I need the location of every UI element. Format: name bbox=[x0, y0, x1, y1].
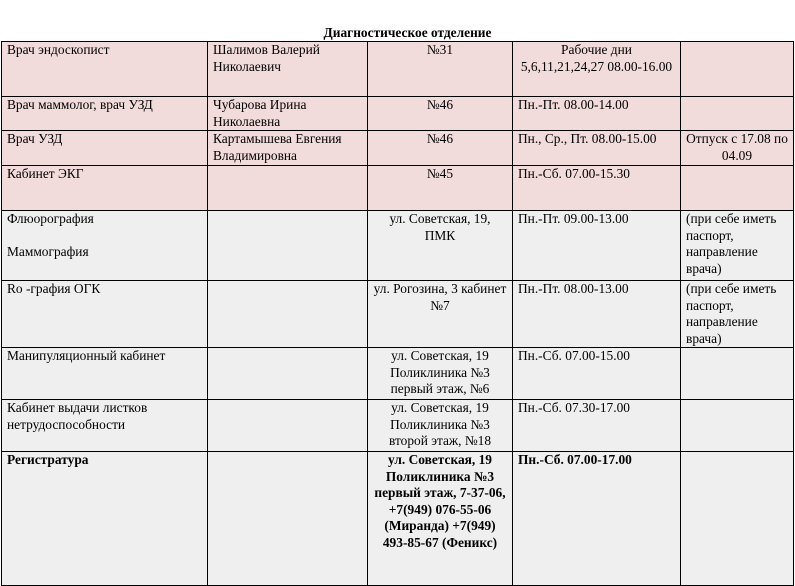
department-cell bbox=[2, 211, 208, 281]
fluorography-label: Флюорография bbox=[7, 211, 94, 226]
note-cell bbox=[681, 348, 794, 400]
department-cell: Врач маммолог, врач УЗД bbox=[2, 97, 208, 131]
room-cell: №31 bbox=[368, 42, 513, 97]
doctor-cell: Шалимов Валерий Николаевич bbox=[208, 42, 368, 97]
doctor-cell bbox=[208, 400, 368, 452]
doctor-cell: Чубарова Ирина Николаевна bbox=[208, 97, 368, 131]
table-row bbox=[2, 97, 794, 131]
hours-cell: Пн.-Пт. 08.00-14.00 bbox=[513, 97, 681, 131]
table-row bbox=[2, 211, 794, 281]
table-row bbox=[2, 452, 794, 586]
doctor-cell bbox=[208, 348, 368, 400]
schedule-table bbox=[1, 41, 794, 586]
hours-cell: Пн.-Сб. 07.30-17.00 bbox=[513, 400, 681, 452]
page-title: Диагностическое отделение bbox=[323, 25, 492, 40]
doctor-cell bbox=[208, 211, 368, 281]
note-cell bbox=[681, 42, 794, 97]
room-cell: ул. Советская, 19 Поликлиника №3 первый этаж, №6 bbox=[368, 348, 513, 400]
table-row bbox=[2, 281, 794, 348]
room-cell: ул. Рогозина, 3 кабинет №7 bbox=[368, 281, 513, 348]
doctor-cell bbox=[208, 452, 368, 586]
department-cell: Кабинет выдачи листков нетрудоспособности bbox=[2, 400, 208, 452]
note-cell: Отпуск с 17.08 по 04.09 bbox=[681, 131, 794, 166]
hours-cell: Пн.-Сб. 07.00-15.30 bbox=[513, 166, 681, 211]
room-cell: ул. Советская, 19 Поликлиника №3 первый этаж, 7-37-06, +7(949) 076-55-06 (Миранда) +7(949) 493-85-67 (Феникс) bbox=[368, 452, 513, 586]
room-cell: ул. Советская, 19, ПМК bbox=[368, 211, 513, 281]
note-cell bbox=[681, 97, 794, 131]
hours-cell: Пн.-Сб. 07.00-15.00 bbox=[513, 348, 681, 400]
department-cell: Врач УЗД bbox=[2, 131, 208, 166]
room-cell: №46 bbox=[368, 97, 513, 131]
note-cell: (при себе иметь паспорт, направление врача) bbox=[681, 281, 794, 348]
hours-cell: Пн., Ср., Пт. 08.00-15.00 bbox=[513, 131, 681, 166]
table-row bbox=[2, 348, 794, 400]
room-cell: №45 bbox=[368, 166, 513, 211]
doctor-cell bbox=[208, 281, 368, 348]
table-row bbox=[2, 166, 794, 211]
mammography-label: Маммография bbox=[7, 244, 89, 259]
department-cell: Регистратура bbox=[2, 452, 208, 586]
room-cell: ул. Советская, 19 Поликлиника №3 второй этаж, №18 bbox=[368, 400, 513, 452]
table-row bbox=[2, 400, 794, 452]
department-cell: Врач эндоскопист bbox=[2, 42, 208, 97]
hours-cell: Пн.-Пт. 09.00-13.00 bbox=[513, 211, 681, 281]
note-cell bbox=[681, 166, 794, 211]
table-row bbox=[2, 131, 794, 166]
department-cell: Манипуляционный кабинет bbox=[2, 348, 208, 400]
doctor-cell: Картамышева Евгения Владимировна bbox=[208, 131, 368, 166]
hours-cell: Рабочие дни 5,6,11,21,24,27 08.00-16.00 bbox=[513, 42, 681, 97]
note-cell bbox=[681, 400, 794, 452]
hours-cell: Пн.-Пт. 08.00-13.00 bbox=[513, 281, 681, 348]
note-cell bbox=[681, 452, 794, 586]
doctor-cell bbox=[208, 166, 368, 211]
department-cell: Ro -графия ОГК bbox=[2, 281, 208, 348]
note-cell: (при себе иметь паспорт, направление врача) bbox=[681, 211, 794, 281]
table-row bbox=[2, 42, 794, 97]
room-cell: №46 bbox=[368, 131, 513, 166]
hours-cell: Пн.-Сб. 07.00-17.00 bbox=[513, 452, 681, 586]
department-cell: Кабинет ЭКГ bbox=[2, 166, 208, 211]
